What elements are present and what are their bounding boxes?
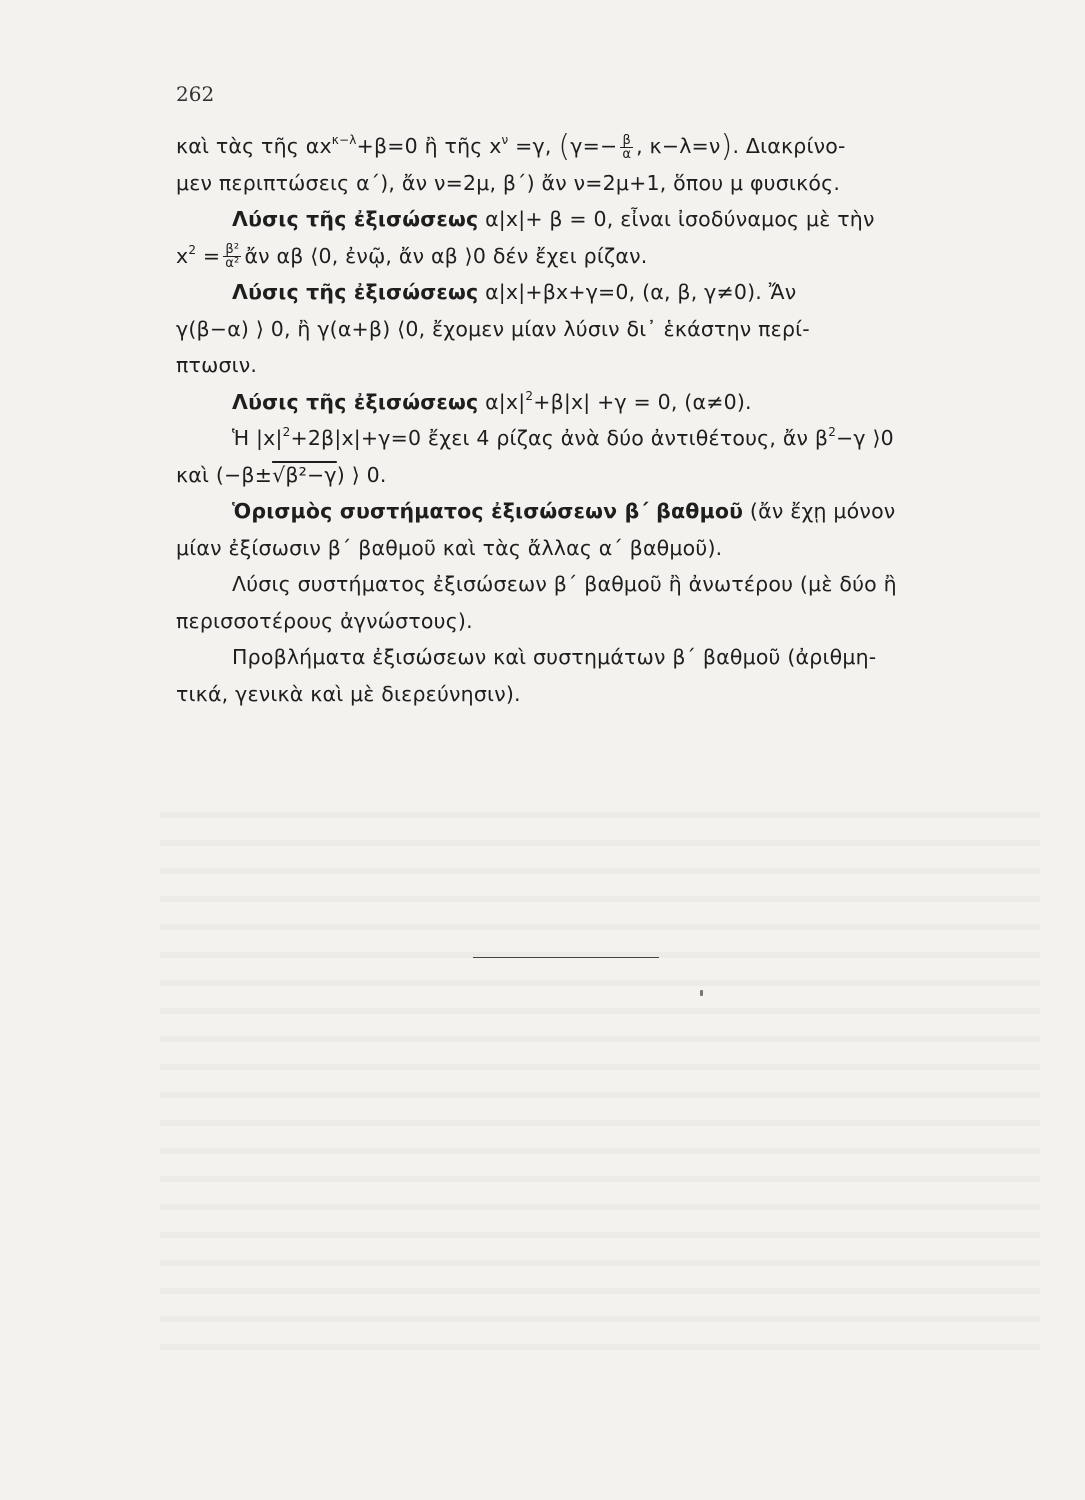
text-line-5: Λύσις τῆς ἐξισώσεως α|x|+βx+γ=0, (α, β, γ≠0). Ἄν	[232, 280, 797, 304]
text-line-3: Λύσις τῆς ἐξισώσεως α|x|+ β = 0, εἶναι ἰσοδύναμος μὲ τὴν	[232, 207, 875, 231]
section-separator-rule	[473, 957, 659, 958]
paren-open: (	[558, 129, 571, 164]
body-text	[176, 128, 1016, 712]
text-line-12: μίαν ἐξίσωσιν β΄ βαθμοῦ καὶ τὰς ἄλλας α΄ βαθμοῦ).	[176, 535, 723, 560]
text-line-6: γ(β−α) ⟩ 0, ἢ γ(α+β) ⟨0, ἔχομεν μίαν λύσιν δι᾽ ἑκάστην περί-	[176, 316, 810, 341]
fraction-beta2-over-alpha2: $\frac{\text{β²}}{\text{α²}}$	[225, 242, 240, 271]
fraction-beta-over-alpha: $\frac{\beta}{\alpha}$	[622, 132, 632, 162]
text-line-16: τικά, γενικὰ καὶ μὲ διερεύνησιν).	[176, 681, 521, 706]
page-number: 262	[176, 82, 215, 106]
section-heading-absolute-mixed: Λύσις τῆς ἐξισώσεως	[232, 280, 479, 304]
paren-close: )	[720, 129, 733, 164]
show-through-bleed	[160, 790, 1040, 1350]
section-heading-system-definition: Ὁρισμὸς συστήματος ἐξισώσεων β΄ βαθμοῦ	[232, 499, 744, 523]
text-line-7: πτωσιν.	[176, 353, 258, 377]
text-line-8: Λύσις τῆς ἐξισώσεως $\alpha|x|^2+\beta|x| +\gamma = 0$, (α≠0).	[232, 388, 752, 414]
print-speck	[700, 990, 703, 996]
text-line-14: περισσοτέρους ἀγνώστους).	[176, 608, 473, 633]
section-heading-absolute-quadratic: Λύσις τῆς ἐξισώσεως	[232, 389, 479, 414]
text-line-1: καὶ τὰς τῆς $\alpha x^{\kappa-\lambda}+\beta=0$ ἢ τῆς $x^\nu =\gamma$, (γ=− $\frac{\beta}{\alpha}$ , κ−λ=ν). Διακρίνο-	[176, 129, 846, 164]
text-line-13: Λύσις συστήματος ἐξισώσεων β΄ βαθμοῦ ἢ ἀνωτέρου (μὲ δύο ἢ	[232, 572, 897, 596]
section-heading-absolute-linear: Λύσις τῆς ἐξισώσεως	[232, 207, 479, 231]
text-line-2: μεν περιπτώσεις α΄), ἄν ν=2μ, β΄) ἄν ν=2μ+1, ὅπου μ φυσικός.	[176, 170, 841, 195]
text-line-4: $x^2$ = $\frac{\text{β²}}{\text{α²}}$ ἄν αβ ⟨0, ἐνῷ, ἄν αβ ⟩0 δέν ἔχει ρίζαν.	[176, 242, 648, 271]
text-line-10: καὶ (−β±√β²−γ) ⟩ 0.	[176, 462, 387, 487]
square-root: √β²−γ	[272, 462, 337, 487]
text-line-15: Προβλήματα ἐξισώσεων καὶ συστημάτων β΄ βαθμοῦ (ἀριθμη-	[232, 645, 877, 669]
text-line-11: Ὁρισμὸς συστήματος ἐξισώσεων β΄ βαθμοῦ (ἄν ἔχῃ μόνον	[232, 499, 896, 523]
text-line-9: Ἡ $|x|^2+2\beta|x|+\gamma=0$ ἔχει 4 ρίζας ἀνὰ δύο ἀντιθέτους, ἄν $\beta^2-\gamma$ ⟩0	[232, 425, 894, 450]
